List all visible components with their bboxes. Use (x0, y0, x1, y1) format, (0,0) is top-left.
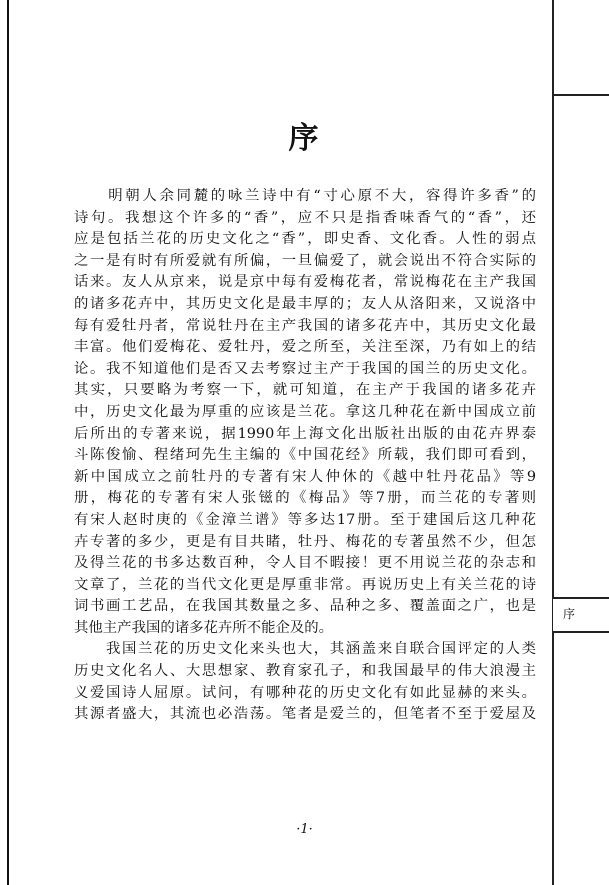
text-line: 历史文化名人、大思想家、教育家孔子，和我国最早的伟大浪漫主 (74, 663, 536, 680)
chapter-title: 序 (288, 121, 321, 156)
chapter-side-tab (553, 597, 609, 633)
text-line: 其源者盛大，其流也必浩荡。笔者是爱兰的，但笔者不至于爱屋及 (74, 706, 536, 723)
paragraph-2 (74, 639, 536, 725)
text-line: 应是包括兰花的历史文化之“香”，即史香、文化香。人性的弱点 (74, 231, 536, 248)
text-line: 其他主产我国的诸多花卉所不能企及的。 (74, 619, 334, 636)
text-line: 词书画工艺品，在我国其数量之多、品种之多、覆盖面之广，也是 (74, 598, 536, 615)
paragraph-1 (74, 186, 536, 639)
text-line: 其实，只要略为考察一下，就可知道，在主产于我国的诸多花卉 (74, 382, 536, 399)
page-number: ·1· (296, 822, 313, 837)
text-line: 丰富。他们爱梅花、爱牡丹，爱之所至，关注至深，乃有如上的结 (74, 339, 536, 356)
text-line: 明朝人余同麓的咏兰诗中有“寸心原不大，容得许多香”的 (74, 188, 536, 204)
margin-header-rule (552, 94, 609, 96)
text-line: 卉专著的多少，更是有目共睹，牡丹、梅花的专著虽然不少，但怎 (74, 533, 536, 550)
text-line: 我国兰花的历史文化来头也大，其涵盖来自联合国评定的人类 (74, 641, 536, 658)
text-line: 话来。友人从京来，说是京中每有爱梅花者，常说梅花在主产我国 (74, 274, 536, 291)
text-line: 义爱国诗人屈原。试问，有哪种花的历史文化有如此显赫的来头。 (74, 684, 536, 701)
text-line: 斗陈俊愉、程绪珂先生主编的《中国花经》所载，我们即可看到， (74, 447, 536, 464)
text-line: 后所出的专著来说，据1990年上海文化出版社出版的由花卉界泰 (74, 425, 536, 442)
text-line: 新中国成立之前牡丹的专著有宋人仲休的《越中牡丹花品》等9 (74, 468, 536, 485)
text-line: 论。我不知道他们是否又去考察过主产于我国的国兰的历史文化。 (74, 360, 536, 377)
text-line: 及得兰花的书多达数百种，令人目不暇接！更不用说兰花的杂志和 (74, 555, 536, 572)
text-line: 册，梅花的专著有宋人张镃的《梅品》等7册，而兰花的专著则 (74, 490, 536, 507)
preface-body (74, 186, 536, 726)
text-line: 有宋人赵时庚的《金漳兰谱》等多达17册。至于建国后这几种花 (74, 511, 536, 528)
side-tab-label: 序 (563, 607, 576, 621)
text-line: 每有爱牡丹者，常说牡丹在主产我国的诸多花卉中，其历史文化最 (74, 317, 536, 334)
text-line: 之一是有时有所爱就有所偏，一旦偏爱了，就会说出不符合实际的 (74, 252, 536, 269)
text-line: 中，历史文化最为厚重的应该是兰花。拿这几种花在新中国成立前 (74, 403, 536, 420)
text-line: 的诸多花卉中，其历史文化是最丰厚的；友人从洛阳来，又说洛中 (74, 295, 536, 312)
text-line: 诗句。我想这个许多的“香”，应不只是指香味香气的“香”，还 (74, 209, 536, 226)
text-line: 文章了，兰花的当代文化更是厚重非常。再说历史上有关兰花的诗 (74, 576, 536, 593)
